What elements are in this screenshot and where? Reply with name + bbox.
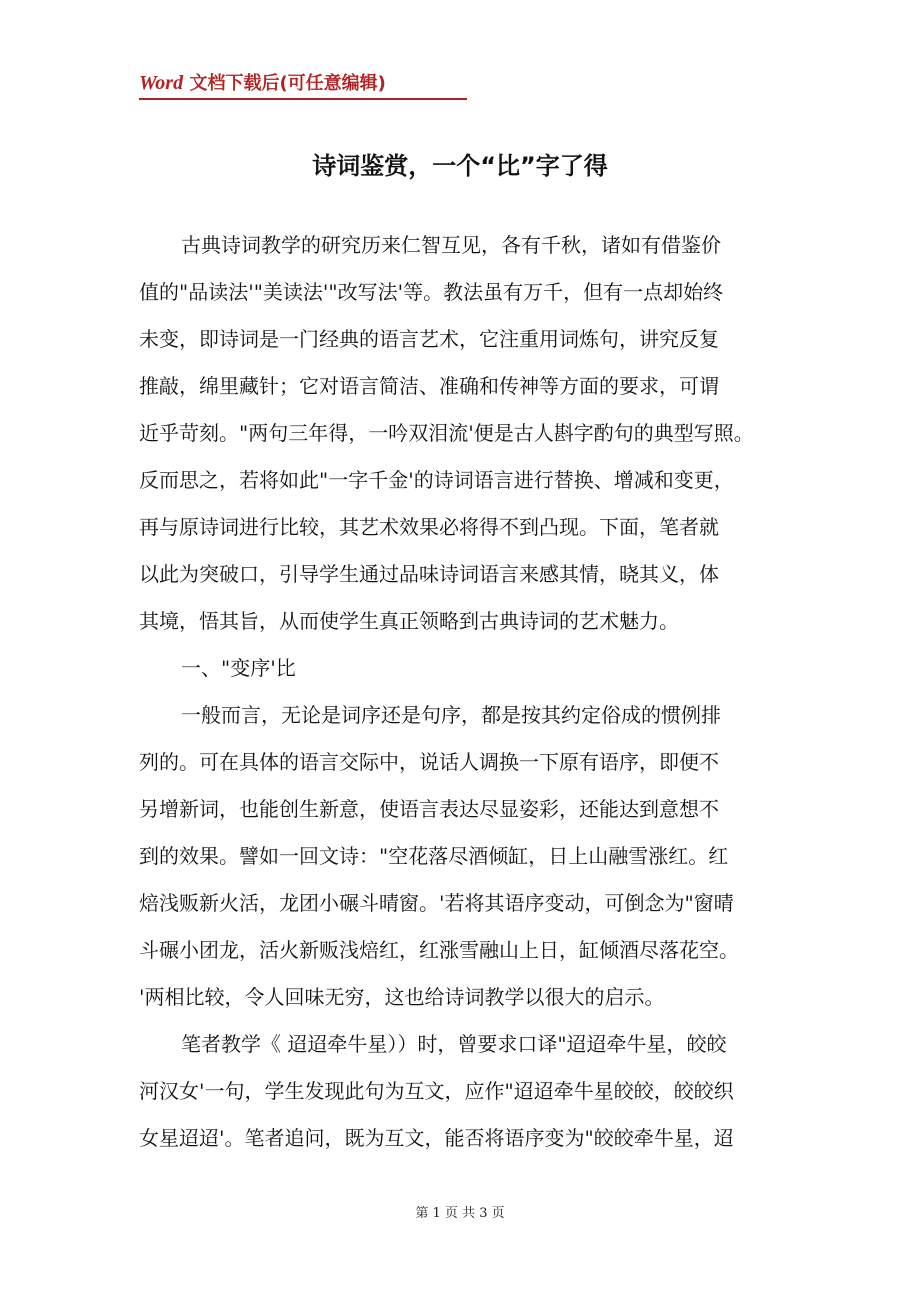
header-brand: Word: [139, 72, 184, 94]
paragraph-line: '两相比较，令人回味无穷，这也给诗词教学以很大的启示。: [139, 985, 665, 1009]
paragraph-line: 斗碾小团龙，活火新贩浅焙红，红涨雪融山上日，缸倾酒尽落花空。: [139, 938, 739, 962]
paragraph-line: 值的"品读法'"美读法'"改写法'等。教法虽有万千，但有一点却始终: [139, 280, 724, 304]
header-main: 文档下载后: [189, 73, 280, 94]
section-heading: 一、"变序'比: [181, 656, 296, 680]
paragraph-line: 焙浅贩新火活，龙团小碾斗晴窗。'若将其语序变动，可倒念为"窗晴: [139, 891, 734, 915]
paragraph-line: 未变，即诗词是一门经典的语言艺术，它注重用词炼句，讲究反复: [139, 327, 719, 351]
paragraph-line: 列的。可在具体的语言交际中，说话人调换一下原有语序，即便不: [139, 750, 719, 774]
paragraph-line: 女星迢迢'。笔者追问，既为互文，能否将语序变为"皎皎牵牛星，迢: [139, 1126, 734, 1150]
paragraph-line: 近乎苛刻。"两句三年得，一吟双泪流'便是古人斟字酌句的典型写照。: [139, 421, 754, 445]
header-suffix: (可任意编辑): [279, 73, 386, 94]
paragraph-line: 另增新词，也能创生新意，使语言表达尽显姿彩，还能达到意想不: [139, 797, 719, 821]
paragraph-line: 笔者教学《 迢迢牵牛星））时，曾要求口译"迢迢牵牛星，皎皎: [181, 1032, 727, 1056]
page-footer: 第 1 页 共 3 页: [415, 1206, 505, 1221]
paragraph-line: 反而思之，若将如此"一字千金'的诗词语言进行替换、增减和变更，: [139, 468, 734, 492]
paragraph-line: 一般而言，无论是词序还是句序，都是按其约定俗成的惯例排: [181, 703, 721, 727]
download-header: [139, 66, 467, 100]
document-body: [139, 222, 799, 1162]
paragraph-line: 推敲，绵里藏针；它对语言简洁、准确和传神等方面的要求，可谓: [139, 374, 719, 398]
paragraph-line: 河汉女'一句，学生发现此句为互文，应作"迢迢牵牛星皎皎，皎皎织: [139, 1079, 734, 1103]
document-title: 诗词鉴赏，一个“比”字了得: [312, 152, 608, 180]
paragraph-line: 到的效果。譬如一回文诗："空花落尽酒倾缸，日上山融雪涨红。红: [139, 844, 729, 868]
paragraph-line: 其境，悟其旨，从而使学生真正领略到古典诗词的艺术魅力。: [139, 609, 679, 633]
paragraph-line: 以此为突破口，引导学生通过品味诗词语言来感其情，晓其义，体: [139, 562, 719, 586]
paragraph-line: 再与原诗词进行比较，其艺术效果必将得不到凸现。下面，笔者就: [139, 515, 719, 539]
paragraph-line: 古典诗词教学的研究历来仁智互见，各有千秋，诸如有借鉴价: [181, 233, 721, 257]
